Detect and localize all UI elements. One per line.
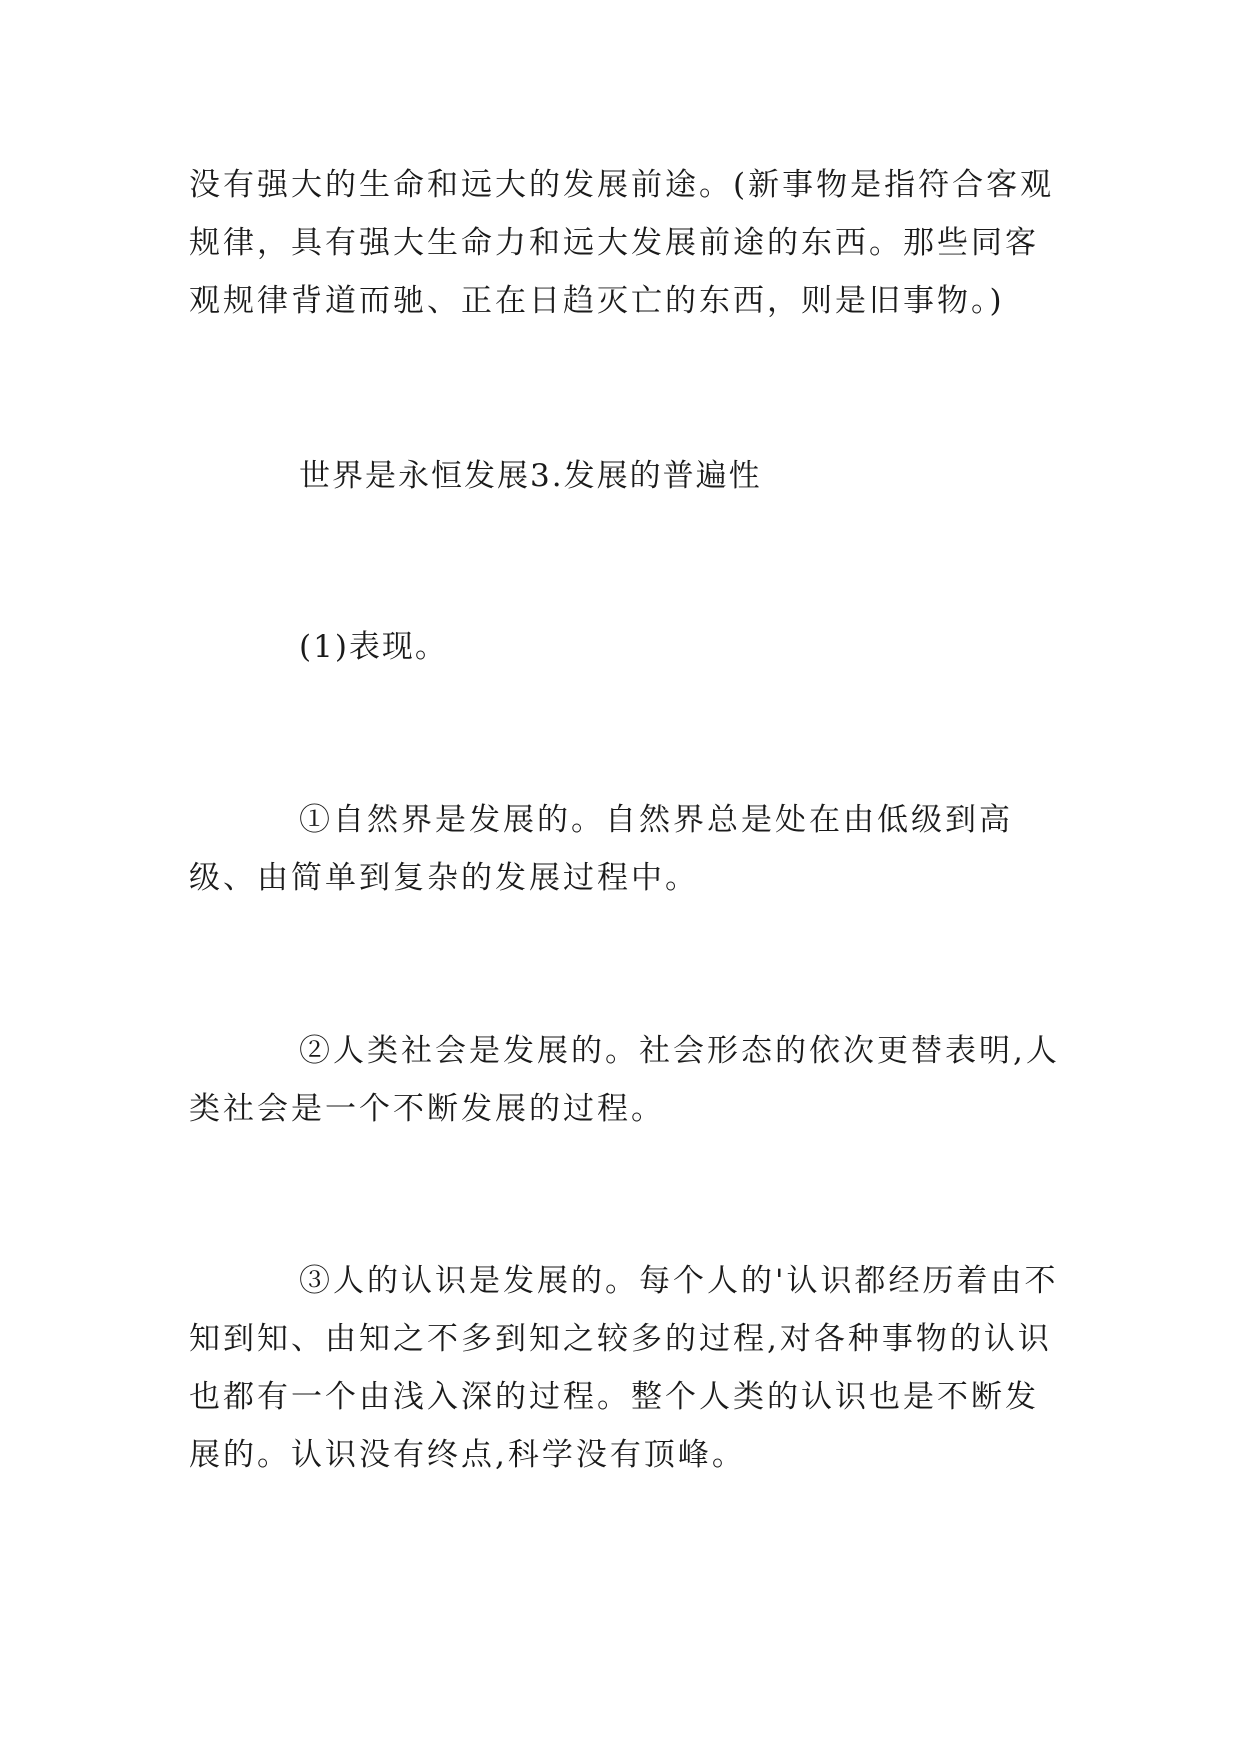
paragraph-society-develops: ②人类社会是发展的。社会形态的依次更替表明,人类社会是一个不断发展的过程。	[189, 1033, 1060, 1127]
paragraph-cognition-develops: ③人的认识是发展的。每个人的'认识都经历着由不知到知、由知之不多到知之较多的过程,对各种事物的认识也都有一个由浅入深的过程。整个人类的认识也是不断发展的。认识没有终点,科学没有顶峰。	[189, 1263, 1059, 1473]
subsection-heading-manifestation: (1)表现。	[299, 629, 448, 665]
paragraph-nature-develops: ①自然界是发展的。自然界总是处在由低级到高级、由简单到复杂的发展过程中。	[189, 802, 1013, 896]
section-heading-universality: 世界是永恒发展3.发展的普遍性	[299, 458, 762, 494]
paragraph-new-things-definition: 没有强大的生命和远大的发展前途。(新事物是指符合客观规律，具有强大生命力和远大发展前途的东西。那些同客观规律背道而驰、正在日趋灭亡的东西，则是旧事物。)	[189, 167, 1055, 319]
